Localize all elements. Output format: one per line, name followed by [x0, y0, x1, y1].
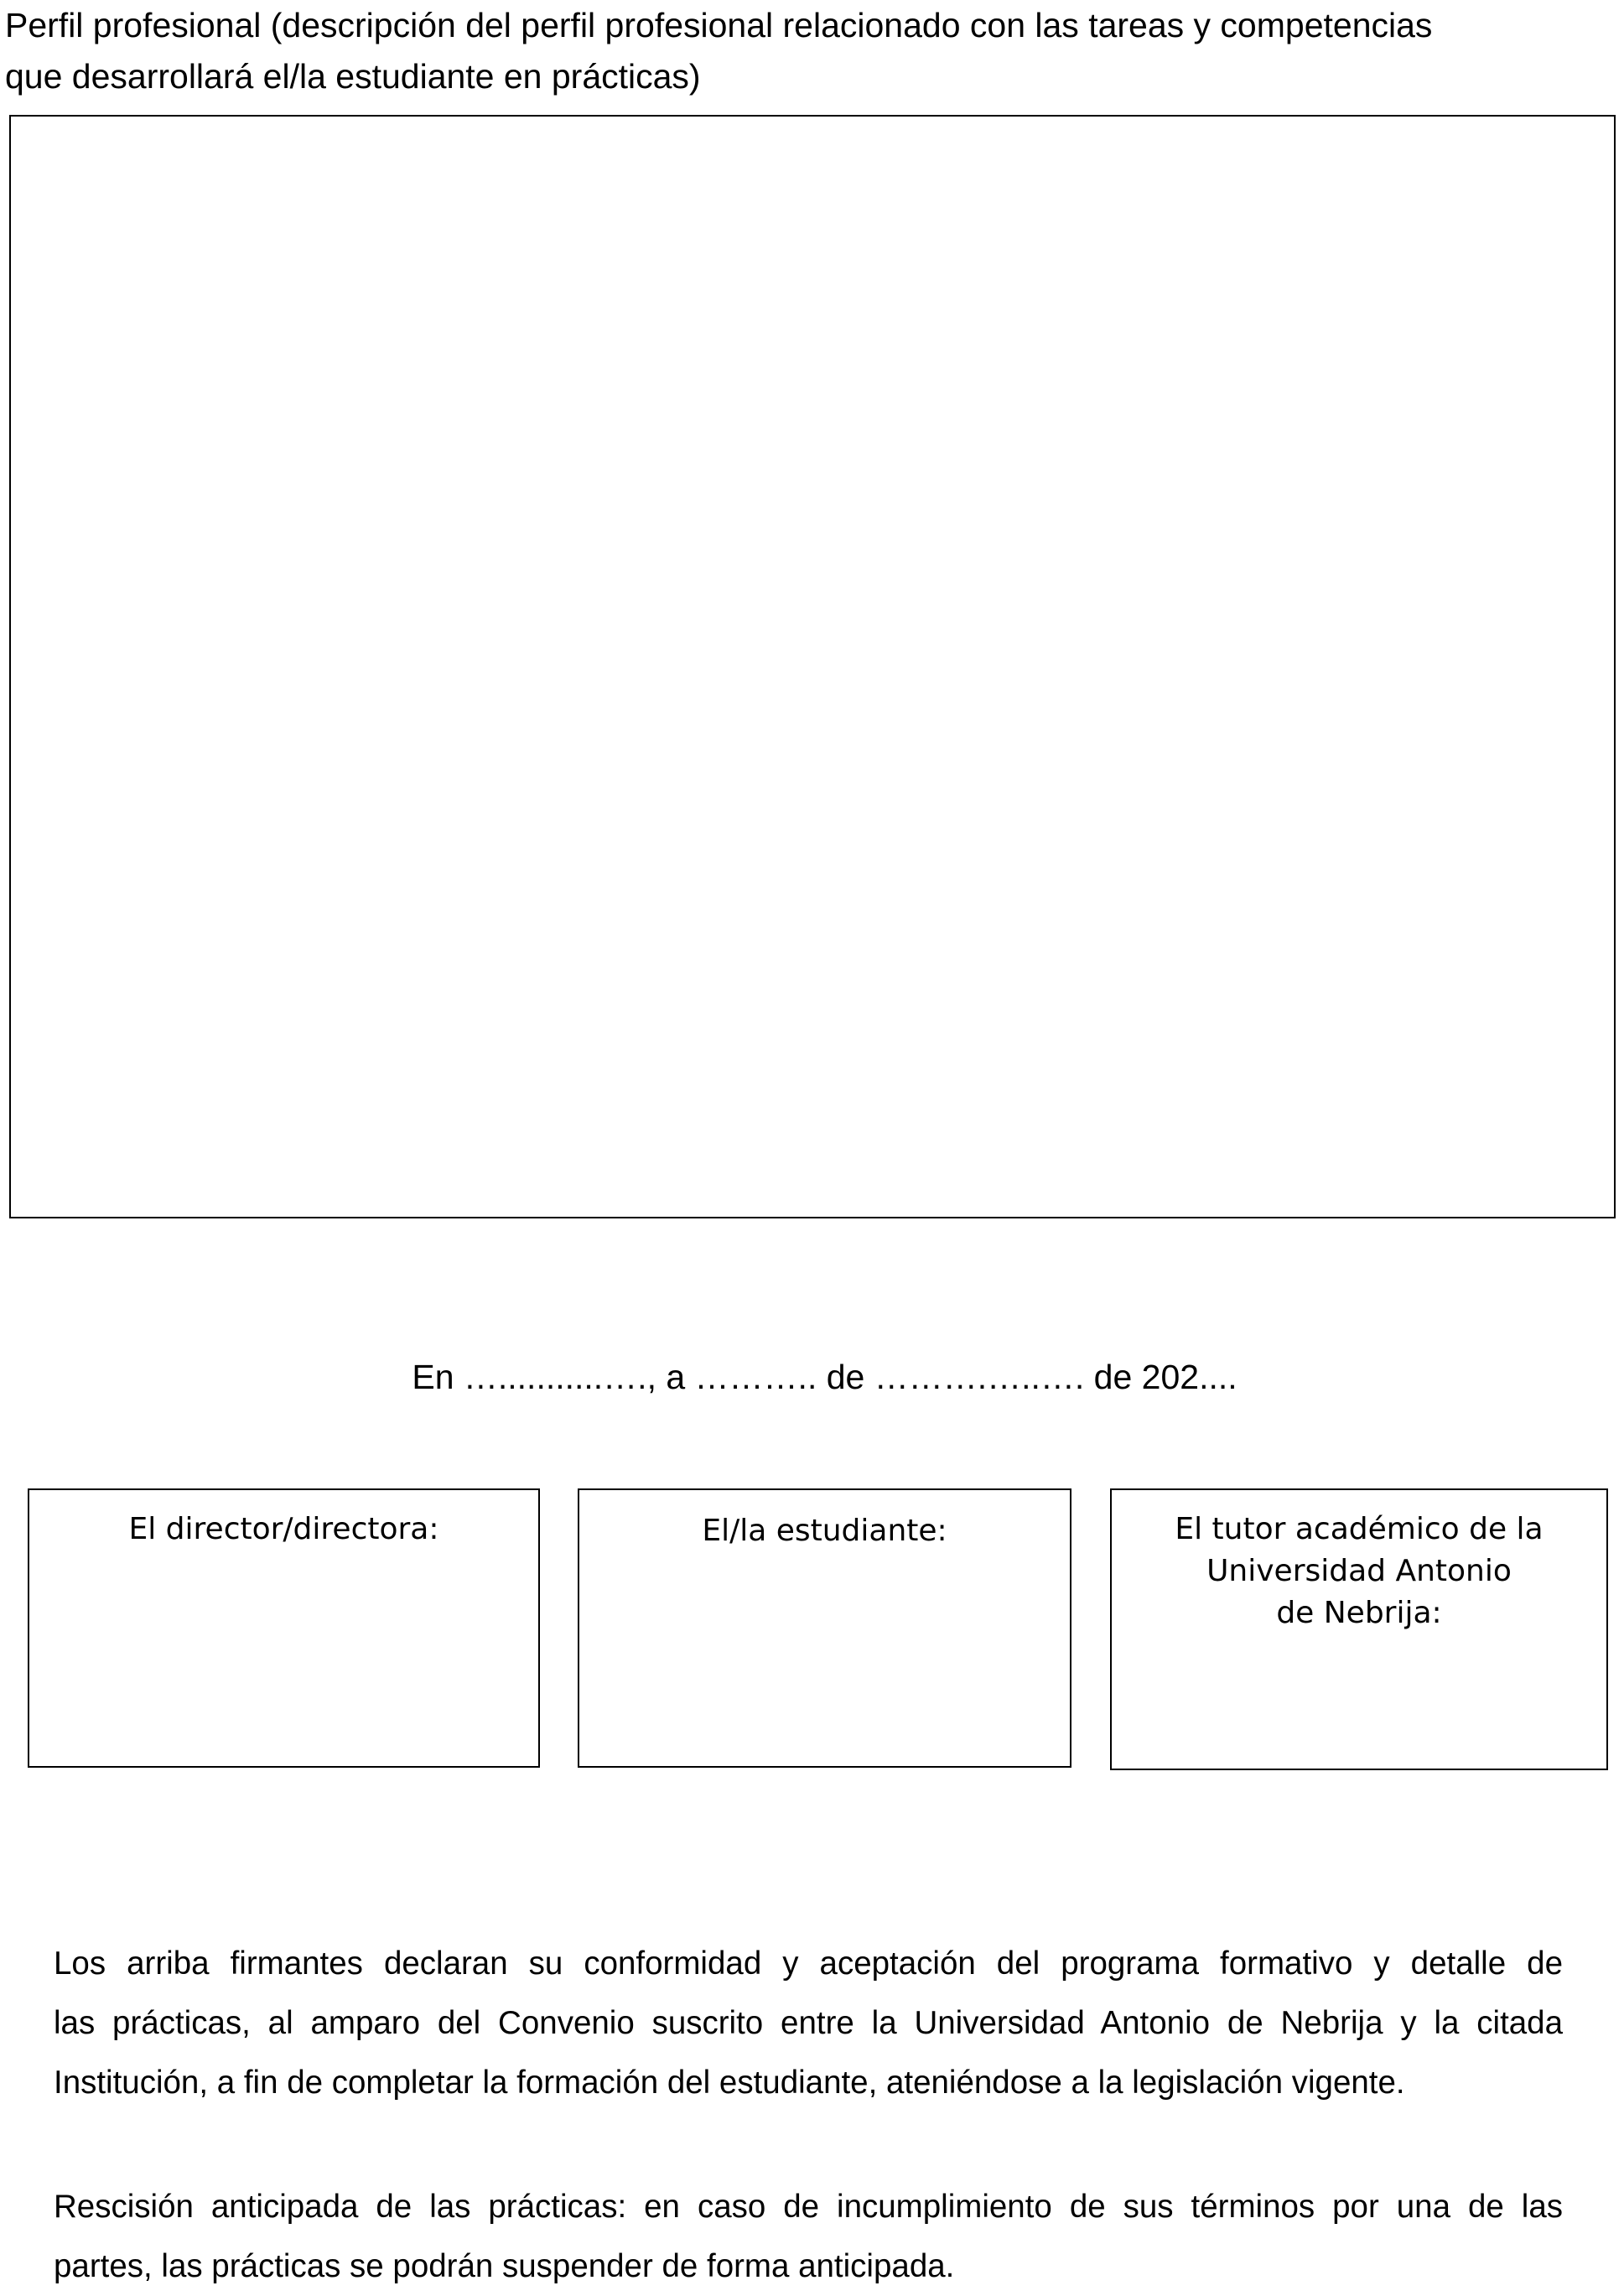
signature-label-student [579, 1510, 1070, 1552]
signature-label-line: de Nebrija: [1276, 1596, 1442, 1630]
signature-label-line: Universidad Antonio [1206, 1554, 1512, 1588]
signature-label-line: El/la estudiante: [702, 1514, 947, 1548]
paragraph-line: Institución, a fin de completar la formación del estudiante, ateniéndose a la legislación vigente. [54, 2065, 1405, 2101]
paragraph-line: Los arriba firmantes declaran su conformidad y aceptación del programa formativo y detalle de [54, 1945, 1563, 1982]
signature-label-director [29, 1509, 538, 1551]
paragraph-line: Rescisión anticipada de las prácticas: en caso de incumplimiento de sus términos por una de las [54, 2189, 1563, 2225]
profile-heading-line: que desarrollará el/la estudiante en prácticas) [5, 57, 701, 96]
paragraph-line: las prácticas, al amparo del Convenio suscrito entre la Universidad Antonio de Nebrija y la citada [54, 2005, 1563, 2041]
professional-profile-field[interactable] [9, 115, 1616, 1218]
signature-label-academic-tutor [1112, 1509, 1606, 1634]
signature-label-line: El tutor académico de la [1175, 1512, 1544, 1546]
profile-heading-line: Perfil profesional (descripción del perfil profesional relacionado con las tareas y competencias [5, 6, 1433, 44]
signature-label-line: El director/directora: [128, 1512, 439, 1546]
conformity-paragraph [54, 1934, 1563, 2112]
profile-heading [5, 0, 1615, 102]
paragraph-line: partes, las prácticas se podrán suspender de forma anticipada. [54, 2248, 955, 2284]
place-date-line[interactable]: En …...........…., a ……….. de ……….…..…. de 202.... [412, 1358, 1237, 1396]
signature-box-student[interactable] [578, 1488, 1071, 1768]
rescission-paragraph [54, 2177, 1563, 2296]
signature-box-director[interactable] [28, 1488, 540, 1768]
signature-box-academic-tutor[interactable] [1110, 1488, 1608, 1770]
